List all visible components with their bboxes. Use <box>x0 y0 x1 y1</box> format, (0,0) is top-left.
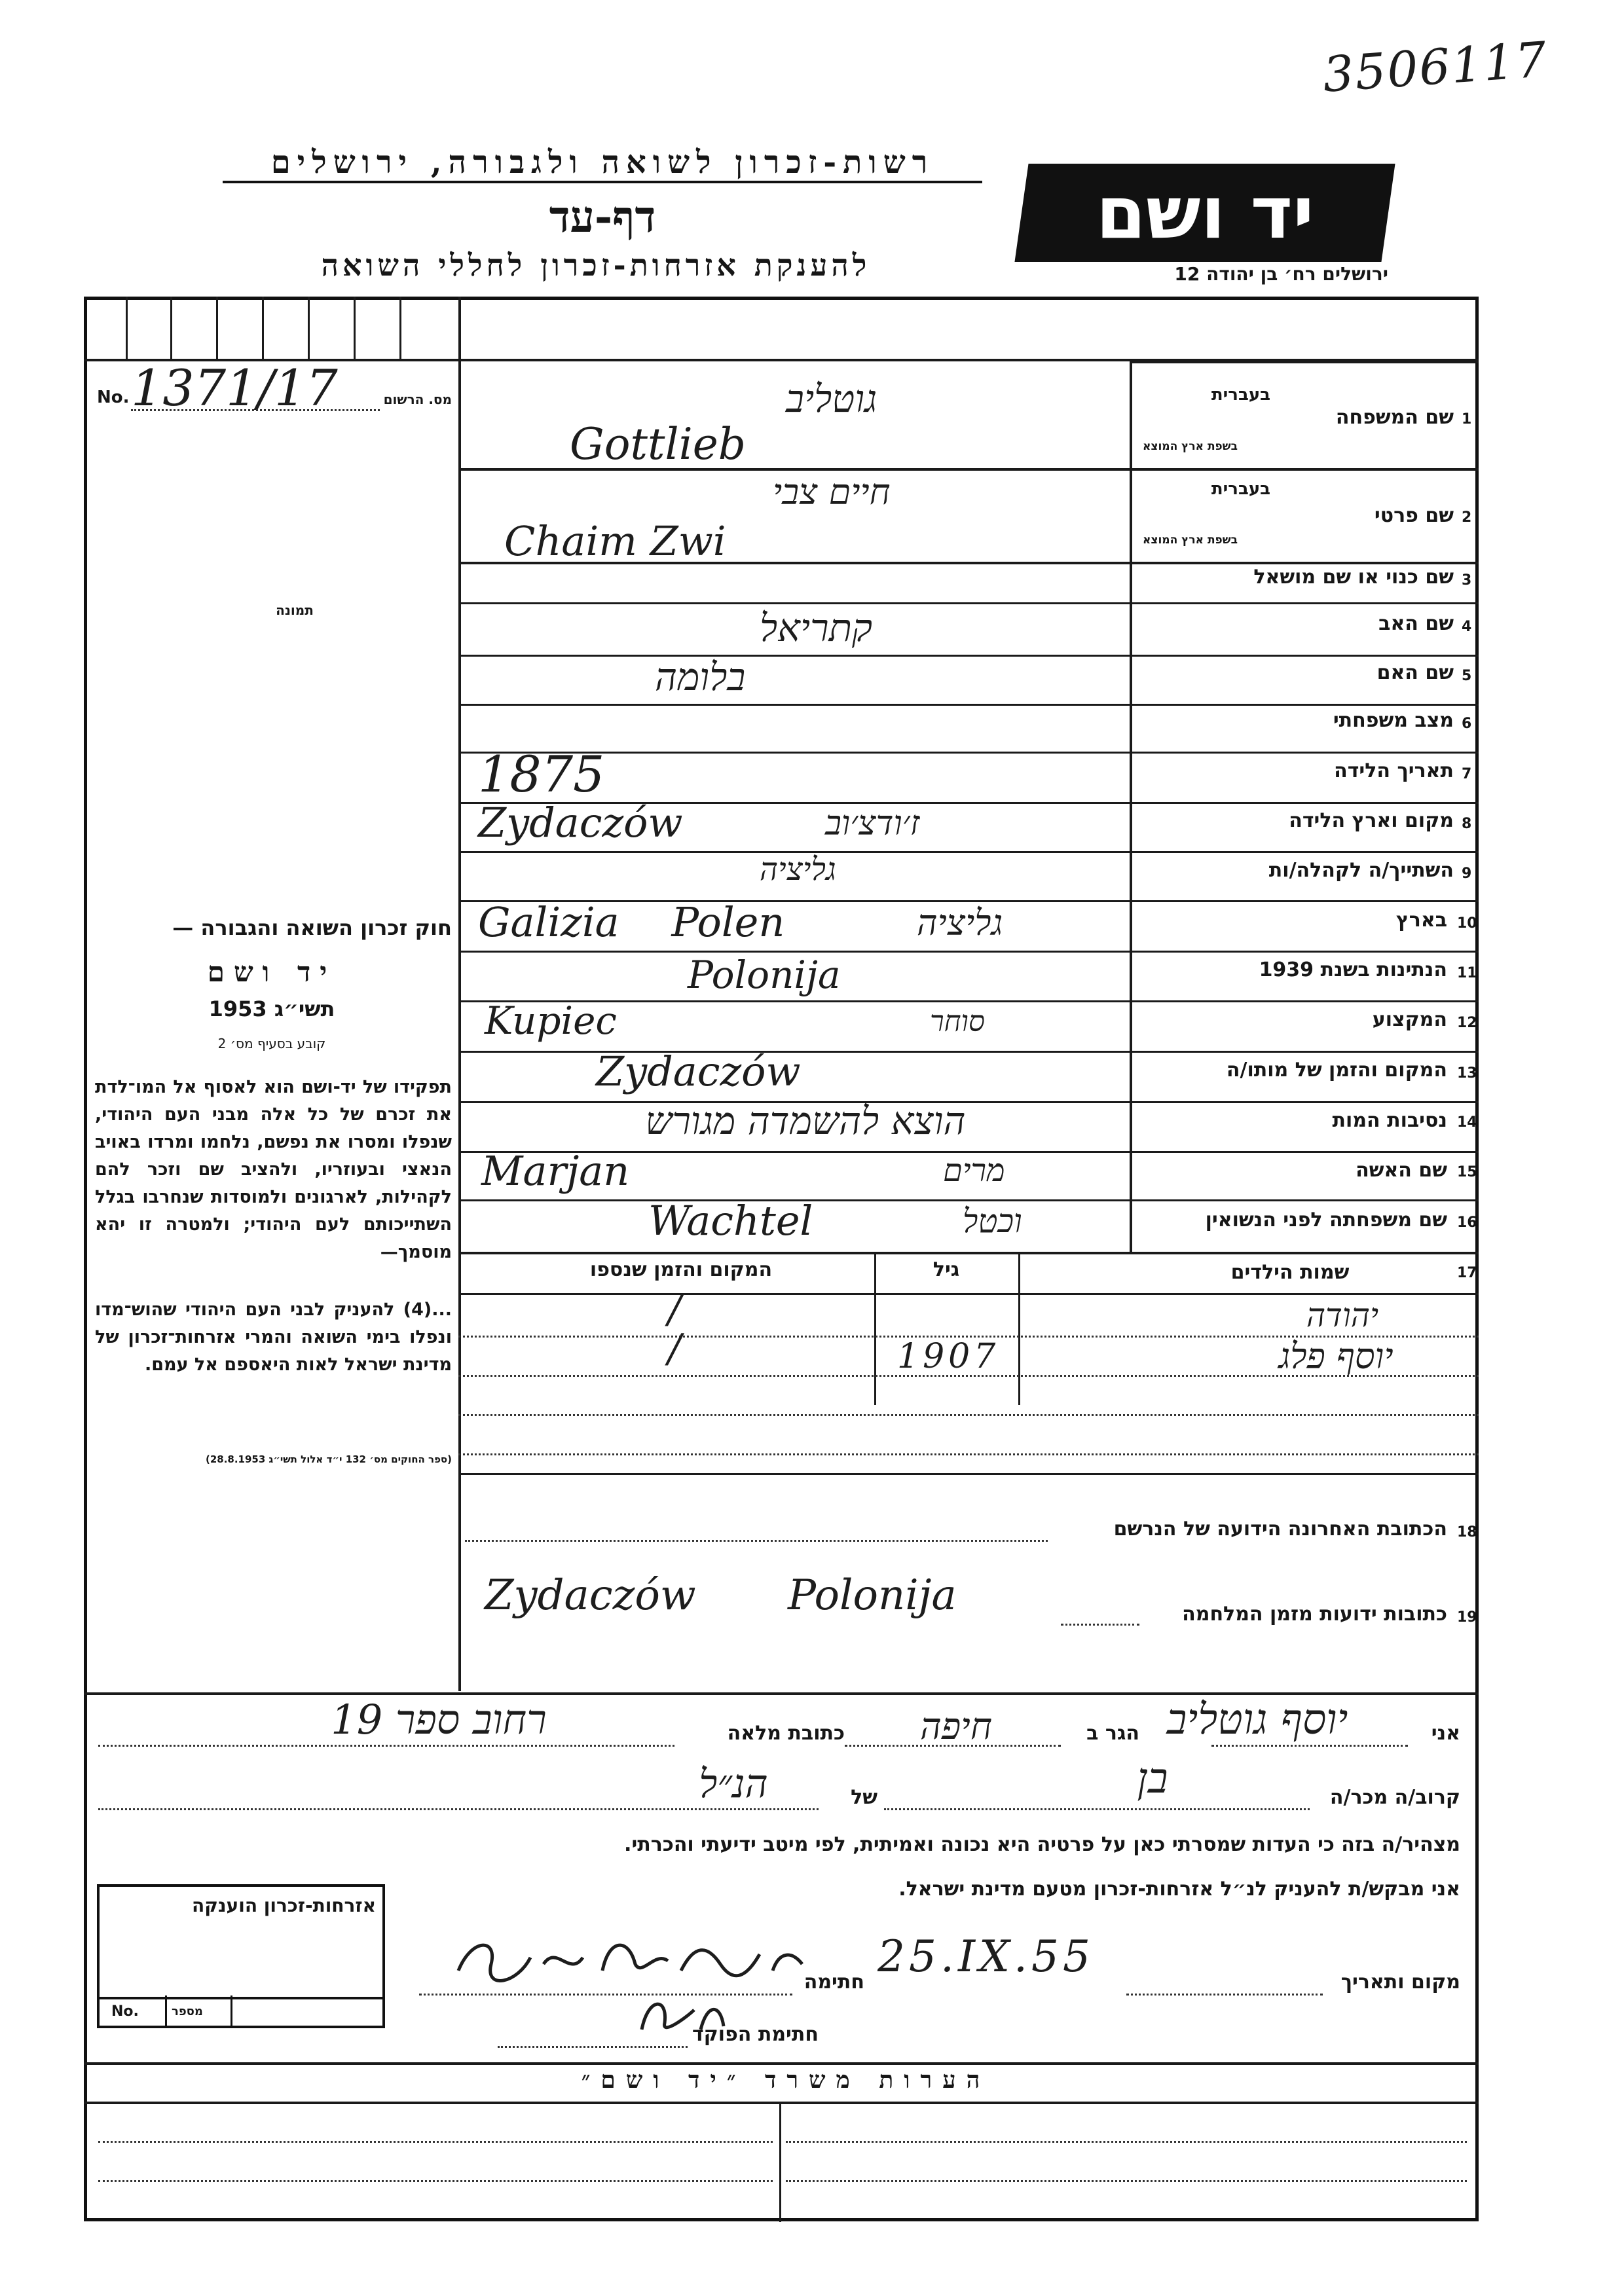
place-date-label: מקום ותאריך <box>1340 1971 1460 1994</box>
field-2-value-he: חיים צבי <box>773 471 891 513</box>
award-box <box>97 1884 385 2028</box>
field-7-value: 1875 <box>478 745 605 803</box>
field-9-num: 9 <box>1462 866 1472 882</box>
law-para1: תפקידו של יד-ושם הוא לאסוף אל המו־לדת את זכרם של כל אלה מבני העם היהודי, שנפלו ומסרו את נפשם, נלחמו ומרדו באויב הנאצי ובעוזריו, ולהציב שם וזכר להם לקהילות, לארגונים ולמוסדות שנחרבו בגלל השתייכותם לעם היהודי; ולמטרה זו יהא מוסמך— <box>95 1077 452 1262</box>
award-box-title: אזרחות-זכרון הוענקה <box>192 1895 376 1916</box>
logo-text: יד ושם <box>1096 171 1314 255</box>
field-7-num: 7 <box>1462 766 1472 782</box>
decl-resident-label: הגר ב <box>1086 1722 1139 1745</box>
decl-city-value: חיפה <box>920 1705 992 1748</box>
official-signature-label: חתימת הפוקד <box>692 2023 819 2046</box>
field-19-label: כתובות ידועות מזמן המלחמה <box>1182 1603 1447 1626</box>
field-1-sub-bottom: בשפת ארץ המוצא <box>1142 440 1238 453</box>
law-year: תשי״ג 1953 <box>208 996 335 1021</box>
signature-label: חתימה <box>803 1971 864 1994</box>
decl-statement-1: מצהיר/ה בזה כי העדות שמסרתי כאן על פרטיה היא נכונה ואמיתית, לפי מיטב ידיעתי והכרתי. <box>624 1833 1460 1856</box>
field-1-label: שם המשפחה <box>1335 406 1454 429</box>
children-label: שמות הילדים <box>1230 1261 1350 1284</box>
child-2-place: / <box>668 1326 682 1372</box>
remarks-title: הערות משרד ״יד ושם״ <box>581 2066 991 2094</box>
field-2-label: שם פרטי <box>1374 504 1454 527</box>
decl-statement-2: אני מבקש/ת להעניק לנ״ל אזרחות-זכרון מטעם מדינת ישראל. <box>898 1878 1460 1901</box>
field-17-num: 17 <box>1457 1265 1477 1281</box>
field-16-value: Wachtel <box>648 1197 813 1245</box>
child-1-place: / <box>668 1286 682 1332</box>
field-15-label: שם האשה <box>1356 1159 1447 1182</box>
field-12-num: 12 <box>1457 1015 1477 1031</box>
field-2-num: 2 <box>1462 509 1472 526</box>
child-1-name: יהודה <box>1306 1296 1379 1334</box>
form-title: דף-עד <box>549 191 656 242</box>
field-14-label: נסיבות המות <box>1332 1109 1447 1132</box>
decl-address-label: כתובת מלאה <box>727 1722 845 1745</box>
field-1-num: 1 <box>1462 411 1472 428</box>
field-10-num: 10 <box>1457 915 1477 932</box>
decl-name-value: יוסף גוטליב <box>1166 1696 1348 1744</box>
form-subtitle: להענקת אזרחות-זכרון לחללי השואה <box>321 247 871 283</box>
field-6-num: 6 <box>1462 716 1472 732</box>
field-15-num: 15 <box>1457 1164 1477 1180</box>
field-8-value: Zydaczów <box>478 799 683 847</box>
archive-number: 3506117 <box>1321 31 1550 103</box>
field-7-label: תאריך הלידה <box>1334 759 1454 782</box>
field-10-value: Galizia Polen <box>478 898 785 946</box>
field-15-value-he: מרים <box>943 1152 1005 1189</box>
decl-ani: אני <box>1431 1722 1460 1745</box>
field-10-label: בארץ <box>1395 909 1447 932</box>
field-3-num: 3 <box>1462 572 1472 589</box>
address-line: ירושלים רח׳ בן יהודה 12 <box>1174 263 1388 285</box>
award-box-number-label: מספר <box>172 2005 203 2018</box>
field-14-num: 14 <box>1457 1114 1477 1131</box>
official-initials <box>629 1990 733 2043</box>
children-place-header: המקום והזמן שנספו <box>589 1258 773 1281</box>
field-3-label: שם כנוי או שם מושאל <box>1253 566 1454 589</box>
field-19-value: Zydaczów Polonija <box>485 1571 957 1620</box>
field-14-value: הוצא להשמדה מגורש <box>645 1099 966 1143</box>
decl-of-label: של <box>851 1786 877 1809</box>
decl-relation-label: קרוב/ה מכר/ה <box>1329 1786 1460 1809</box>
field-4-label: שם האב <box>1378 612 1454 635</box>
field-2-sub-top: בעברית <box>1211 479 1270 499</box>
field-12-value-he: סוחר <box>930 1005 985 1038</box>
field-10-value-he: גליציה <box>917 902 1003 943</box>
child-2-age: 1907 <box>897 1337 1000 1376</box>
field-12-value: Kupiec <box>485 998 617 1043</box>
field-2-sub-bottom: בשפת ארץ המוצא <box>1142 534 1238 547</box>
field-11-num: 11 <box>1457 965 1477 981</box>
field-16-value-he: וכטל <box>963 1202 1022 1240</box>
field-2-value-latin: Chaim Zwi <box>504 517 726 565</box>
field-1-sub-top: בעברית <box>1211 385 1270 405</box>
law-title: חוק זכרון השואה והגבורה — <box>172 915 452 940</box>
law-ref: (ספר החוקים מס׳ 132 י״ד אלול תשי״ג 28.8.1953) <box>205 1453 452 1465</box>
award-box-no: No. <box>111 2003 139 2020</box>
photo-label: תמונה <box>276 602 314 618</box>
law-para2: ...(4) להעניק לבני העם היהודי שהוש־מדו ונפלו בימי השואה והמרי אזרחות־זכרון של מדינת ישראל לאות היאספם אל עמם. <box>95 1300 452 1375</box>
field-5-value: בלומה <box>655 655 746 699</box>
field-4-num: 4 <box>1462 619 1472 635</box>
field-16-num: 16 <box>1457 1214 1477 1231</box>
field-6-label: מצב משפחתי <box>1333 709 1454 732</box>
field-16-label: שם משפחתה לפני הנשואין <box>1205 1209 1447 1231</box>
authority-title: רשות-זכרון לשואה ולגבורה, ירושלים <box>223 144 982 183</box>
field-8-label: מקום וארץ הלידה <box>1289 809 1454 832</box>
field-5-num: 5 <box>1462 668 1472 684</box>
law-clause: קובע בסעיף מס׳ 2 <box>217 1036 326 1051</box>
field-13-num: 13 <box>1457 1065 1477 1082</box>
yad-vashem-logo <box>1014 164 1395 262</box>
field-1-value-latin: Gottlieb <box>570 419 747 469</box>
field-4-value: קתריאל <box>760 606 873 650</box>
decl-of-value: הנ״ל <box>699 1761 768 1807</box>
field-5-label: שם האם <box>1376 661 1454 684</box>
law-name: יד ושם <box>207 956 337 988</box>
signature <box>445 1925 812 1997</box>
field-12-label: המקצוע <box>1372 1008 1447 1031</box>
field-9-label: השתייך/ה לקהלה/ות <box>1268 859 1454 882</box>
registration-label: מס. הרשום <box>383 392 452 407</box>
field-15-value: Marjan <box>481 1147 630 1195</box>
field-1-value-he: גוטליב <box>786 376 877 421</box>
field-11-label: הנתינות בשנת 1939 <box>1259 958 1447 981</box>
registration-no-label: No. <box>97 388 130 407</box>
field-19-num: 19 <box>1457 1609 1477 1626</box>
field-11-value: Polonija <box>688 953 841 997</box>
field-13-value: Zydaczów <box>596 1048 801 1095</box>
field-18-label: הכתובת האחרונה הידועה של הנרשם <box>1113 1518 1447 1540</box>
registration-value: 1371/17 <box>131 359 338 417</box>
field-8-value-he: ז׳ודצ׳וב <box>825 804 920 843</box>
children-age-header: גיל <box>932 1258 960 1281</box>
decl-address-value: רחוב ספר 19 <box>331 1696 547 1743</box>
field-18-num: 18 <box>1457 1524 1477 1540</box>
child-2-name: יוסף פלג <box>1278 1336 1393 1377</box>
field-9-value: גליציה <box>760 851 836 888</box>
place-date-value: 25.IX.55 <box>877 1931 1094 1982</box>
decl-relation-value: בן <box>1137 1755 1168 1803</box>
field-13-label: המקום והזמן של מותו/ה <box>1226 1059 1447 1082</box>
field-8-num: 8 <box>1462 816 1472 832</box>
